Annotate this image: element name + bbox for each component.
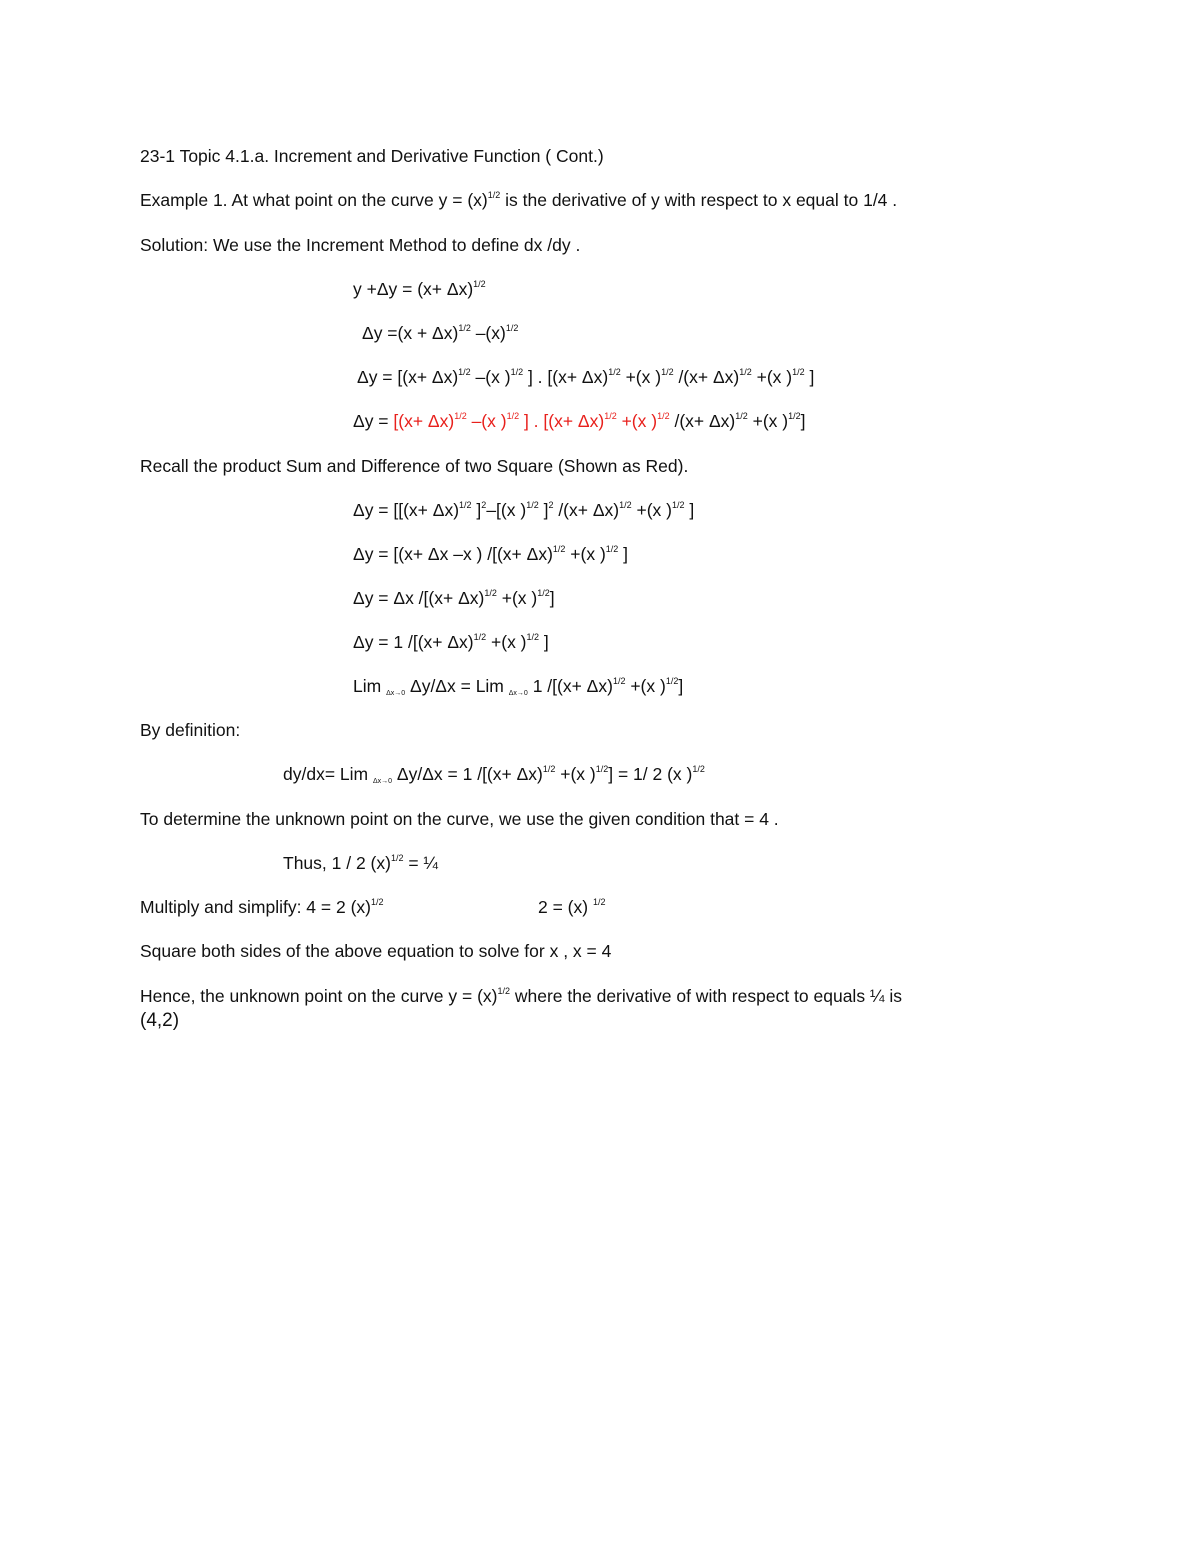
example-statement: Example 1. At what point on the curve $y = (x)^{1/2}$ is the derivative of y with respect to x equal to 1/4 . xyxy=(140,190,898,210)
equation-step-1: $y +\Delta y = (x+ \Delta x)^{1/2}$ xyxy=(353,279,486,299)
equation-step-5: $\Delta y = [[(x+ \Delta x)^{1/2}$ ]$^2$–[(x )$^{1/2}$ ]$^2$ $/(x+ \Delta x)^{1/2} +(x$ )$^{1/2}$ ] xyxy=(353,500,695,520)
multiply-simplify: Multiply and simplify: 4 = 2 $(x)^{1/2}$ xyxy=(140,897,384,917)
equation-step-3: $\Delta y = [(x+ \Delta x)^{1/2}$ –(x )$^{1/2}$ ] . [$(x+ \Delta x)^{1/2} +(x$ )$^{1/2}$ $/(x+ \Delta x)^{1/2} +(x$ )$^{1/2}$ ] xyxy=(357,367,815,387)
conclusion-text: Hence, the unknown point on the curve $y = (x)^{1/2}$ where the derivative of with respect to equals ¼ is xyxy=(140,986,903,1006)
derivative-definition: dy/dx= Lim $_{\Delta x\to 0}$ Δy/Δx = 1 $/[(x+ \Delta x)^{1/2} +(x$ )$^{1/2}$] = 1/ 2 (x )$^{1/2}$ xyxy=(283,764,705,785)
simplified-equation: 2 = (x) $^{1/2}$ xyxy=(538,897,606,917)
thus-equation: Thus, 1 / 2 $(x)^{1/2}$ = ¼ xyxy=(283,853,439,873)
solution-intro: Solution: We use the Increment Method to define dx /dy . xyxy=(140,235,581,255)
equation-step-7: Δy = Δx $/[(x+ \Delta x)^{1/2} +(x$ )$^{1/2}$] xyxy=(353,588,555,608)
square-both-sides: Square both sides of the above equation to solve for x , x = 4 xyxy=(140,941,612,961)
equation-step-8: Δy = 1 $/[(x+ \Delta x)^{1/2} +(x$ )$^{1/2}$ ] xyxy=(353,632,549,652)
red-highlight: [$(x+ \Delta x)^{1/2}$ –(x )$^{1/2}$ ] . [$(x+ \Delta x)^{1/2} +(x$ )$^{1/2}$ xyxy=(393,411,670,431)
equation-step-6: Δy = [(x+ Δx –x ) $/[(x+ \Delta x)^{1/2} +(x$ )$^{1/2}$ ] xyxy=(353,544,629,564)
limit-equation: Lim $_{\Delta x\to 0}$ Δy/Δx = Lim $_{\Delta x\to 0}$ 1 $/[(x+ \Delta x)^{1/2} +(x$ )$^{1/2}$] xyxy=(353,676,684,697)
by-definition-label: By definition: xyxy=(140,720,241,740)
determine-statement: To determine the unknown point on the curve, we use the given condition that = 4 . xyxy=(140,809,779,829)
equation-step-4-highlighted: $\Delta y = [(x+ \Delta x)^{1/2}$ –(x )$^{1/2}$ ] . [$(x+ \Delta x)^{1/2} +(x$ )$^{1/2}$ $/(x+ \Delta x)^{1/2} +(x$ )$^{1/2}$] xyxy=(353,411,806,431)
answer-point: (4,2) xyxy=(140,1010,180,1031)
equation-step-2: $\Delta y =(x + \Delta x)^{1/2}$ $-(x)^{1/2}$ xyxy=(362,323,519,343)
page-title: 23-1 Topic 4.1.a. Increment and Derivative Function ( Cont.) xyxy=(140,146,604,166)
recall-note: Recall the product Sum and Difference of two Square (Shown as Red). xyxy=(140,456,689,476)
